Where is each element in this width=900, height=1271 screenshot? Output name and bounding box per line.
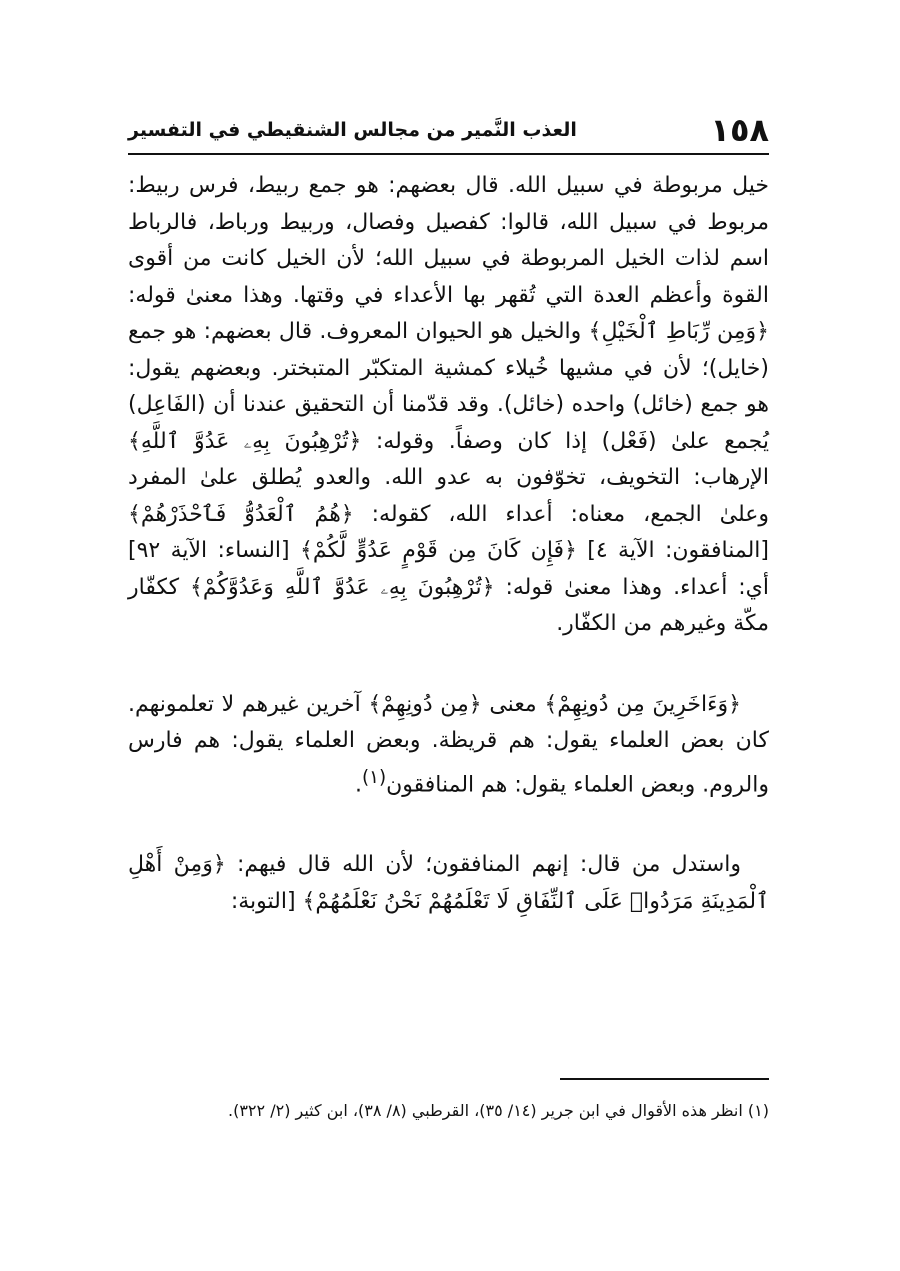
paragraph-end: .: [354, 771, 362, 797]
header-divider: [128, 153, 769, 155]
paragraph: [128, 687, 769, 804]
main-text: [128, 168, 769, 920]
footnote: (١) انظر هذه الأقوال في ابن جرير (١٤/ ٣٥)، القرطبي (٨/ ٣٨)، ابن كثير (٢/ ٣٢٢).: [228, 1101, 769, 1120]
running-title: العذب النَّمير من مجالس الشنقيطي في التفسير: [128, 119, 577, 141]
page-number: ١٥٨: [710, 111, 769, 149]
paragraph: واستدل من قال: إنهم المنافقون؛ لأن الله قال فيهم: ﴿وَمِنْ أَهْلِ ٱلْمَدِينَةِ مَرَدُوا۟ عَلَى ٱلنِّفَاقِ لَا تَعْلَمُهُمْ نَحْنُ نَعْلَمُهُمْ﴾ [التوبة:: [128, 852, 769, 914]
paragraph: خيل مربوطة في سبيل الله. قال بعضهم: هو جمع ربيط، فرس ربيط: مربوط في سبيل الله، قالوا: كفصيل وفصال، وربيط ورباط، فالرباط اسم لذات الخيل المربوطة في سبيل الله؛ لأن الخيل كانت من أقوى القوة وأعظم العدة التي تُقهر بها الأعداء في وقتها. وهذا معنىٰ قوله: ﴿وَمِن رِّبَاطِ ٱلْخَيْلِ﴾ والخيل هو الحيوان المعروف. قال بعضهم: هو جمع (خايل)؛ لأن في مشيها خُيلاء كمشية المتكبّر المتبختر. وبعضهم يقول: هو جمع (خائل) واحده (خائل). وقد قدّمنا أن التحقيق عندنا أن (الفَاعِل) يُجمع علىٰ (فَعْل) إذا كان وصفاً. وقوله: ﴿تُرْهِبُونَ بِهِۦ عَدُوَّ ٱللَّهِ﴾ الإرهاب: التخويف، تخوّفون به عدو الله. والعدو يُطلق علىٰ المفرد وعلىٰ الجمع، معناه: أعداء الله، كقوله: ﴿هُمُ ٱلْعَدُوُّ فَٱحْذَرْهُمْ﴾ [المنافقون: الآية ٤] ﴿فَإِن كَانَ مِن قَوْمٍ عَدُوٍّ لَّكُمْ﴾ [النساء: الآية ٩٢] أي: أعداء. وهذا معنىٰ قوله: ﴿تُرْهِبُونَ بِهِۦ عَدُوَّ ٱللَّهِ وَعَدُوَّكُمْ﴾ ككفّار مكّة وغيرهم من الكفّار.: [128, 173, 769, 636]
footnote-divider: [560, 1078, 769, 1080]
page-header: [128, 108, 769, 152]
paragraph-text: ﴿وَءَاخَرِينَ مِن دُونِهِمْ﴾ معنى ﴿مِن دُونِهِمْ﴾ آخرين غيرهم لا تعلمونهم. كان بعض العلماء يقول: هم قريظة. وبعض العلماء يقول: هم فارس والروم. وبعض العلماء يقول: هم المنافقون: [128, 691, 769, 797]
footnote-reference: (١): [361, 766, 387, 788]
